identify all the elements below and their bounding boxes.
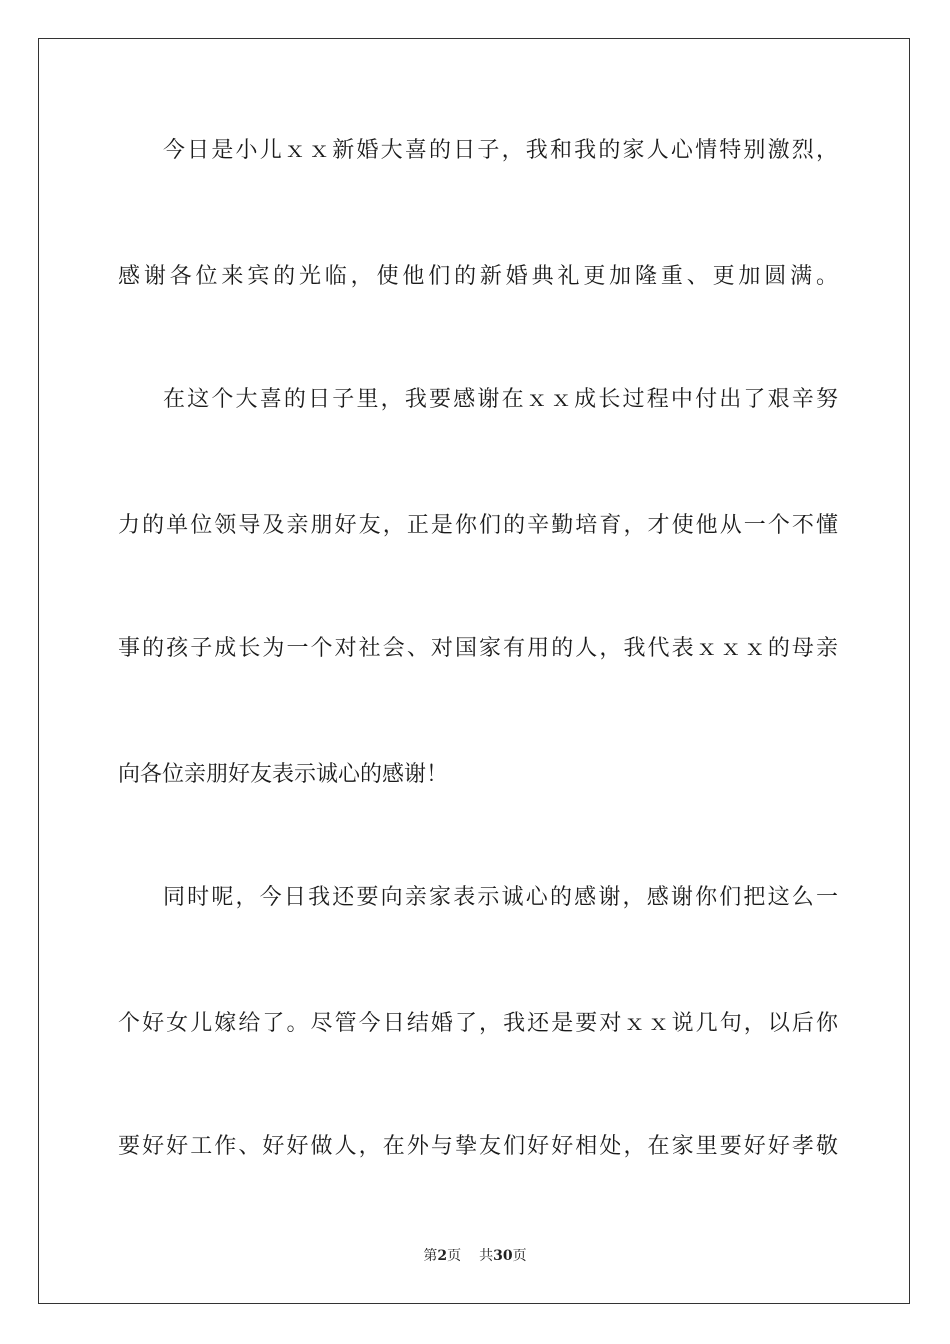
page-border xyxy=(38,38,910,1304)
paragraph-2-line-2: 力的单位领导及亲朋好友，正是你们的辛勤培育，才使他从一个不懂 xyxy=(118,513,838,538)
page-current: 2 xyxy=(437,1248,448,1264)
page-footer xyxy=(0,1246,950,1266)
paragraph-1-line-1: 今日是小儿ｘｘ新婚大喜的日子，我和我的家人心情特别激烈， xyxy=(163,138,838,163)
total-pages: 30 xyxy=(493,1248,513,1264)
page-prefix: 第 xyxy=(423,1248,438,1264)
paragraph-3-line-2: 个好女儿嫁给了。尽管今日结婚了，我还是要对ｘｘ说几句，以后你 xyxy=(118,1011,838,1036)
page-suffix: 页 xyxy=(447,1248,462,1264)
total-suffix: 页 xyxy=(512,1248,527,1264)
paragraph-2-line-1: 在这个大喜的日子里，我要感谢在ｘｘ成长过程中付出了艰辛努 xyxy=(163,387,838,412)
paragraph-1-line-2: 感谢各位来宾的光临，使他们的新婚典礼更加隆重、更加圆满。 xyxy=(118,264,838,289)
paragraph-2-line-3: 事的孩子成长为一个对社会、对国家有用的人，我代表ｘｘｘ的母亲 xyxy=(118,636,838,661)
paragraph-3-line-1: 同时呢，今日我还要向亲家表示诚心的感谢，感谢你们把这么一 xyxy=(163,885,838,910)
paragraph-3-line-3: 要好好工作、好好做人，在外与挚友们好好相处，在家里要好好孝敬 xyxy=(118,1134,838,1159)
total-prefix: 共 xyxy=(479,1248,494,1264)
paragraph-2-line-4: 向各位亲朋好友表示诚心的感谢！ xyxy=(118,762,449,787)
